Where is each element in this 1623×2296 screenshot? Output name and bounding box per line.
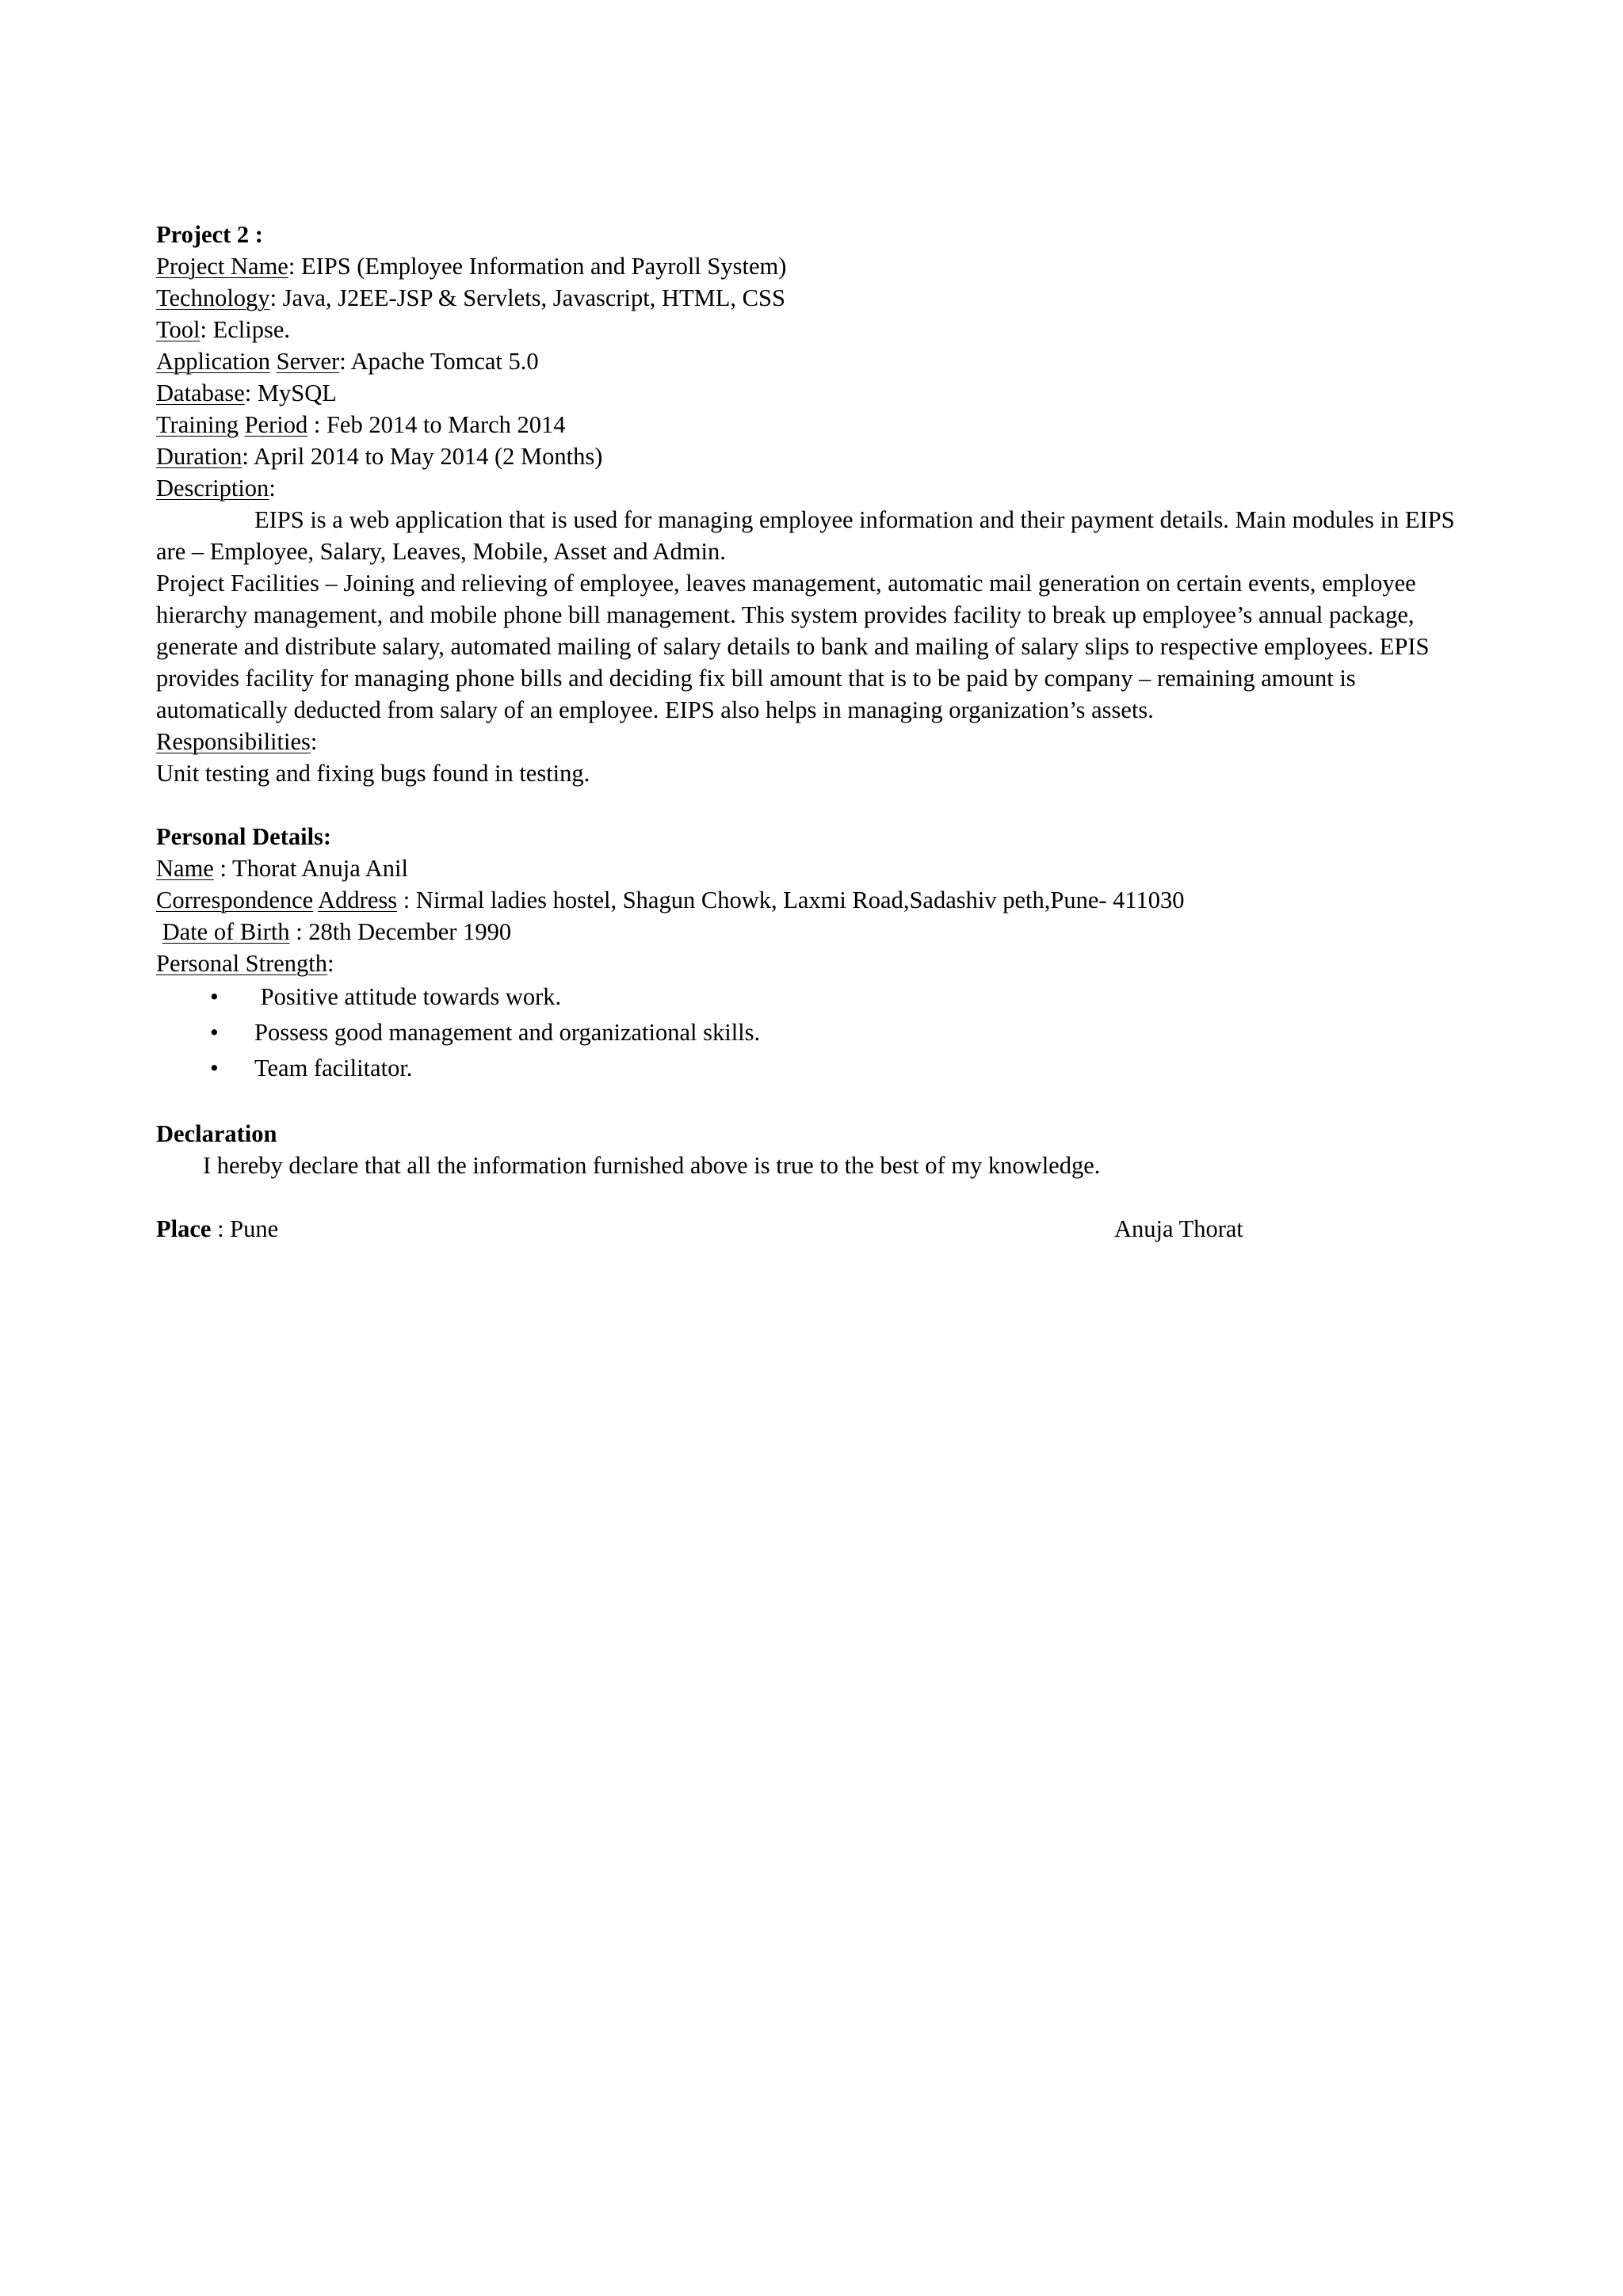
list-item	[156, 1015, 1487, 1051]
place-label: Place	[156, 1215, 212, 1242]
name-row	[156, 852, 1487, 884]
bullet-icon: •	[210, 1055, 219, 1081]
bullet-icon: •	[210, 1019, 219, 1046]
project-name-label: Project Name	[156, 253, 288, 280]
project-heading: Project 2 :	[156, 221, 263, 248]
address-label-2: Address	[318, 887, 398, 913]
dob-label: Date of Birth	[162, 918, 290, 945]
signature-name: Anuja Thorat	[1114, 1215, 1243, 1242]
description-label-row	[156, 472, 1487, 504]
training-label-2: Period	[244, 411, 308, 438]
tool-row	[156, 314, 1487, 345]
training-value: : Feb 2014 to March 2014	[307, 411, 566, 438]
resume-page	[156, 219, 1487, 1245]
place-value: : Pune	[211, 1215, 279, 1242]
declaration-heading: Declaration	[156, 1120, 277, 1147]
address-label-1: Correspondence	[156, 887, 314, 913]
declaration-text: I hereby declare that all the information furnished above is true to the best of my knowledge.	[203, 1152, 1101, 1179]
database-row	[156, 377, 1487, 409]
personal-strength-colon: :	[327, 950, 334, 977]
list-item	[156, 979, 1487, 1015]
tool-label: Tool	[156, 316, 200, 343]
name-label: Name	[156, 855, 214, 882]
place-row	[156, 1213, 1487, 1245]
tool-value: : Eclipse.	[200, 316, 290, 343]
app-server-row	[156, 345, 1487, 377]
personal-strength-label-row	[156, 948, 1487, 979]
description-label: Description	[156, 475, 269, 502]
technology-label: Technology	[156, 284, 270, 311]
list-item-text: Team facilitator.	[254, 1055, 413, 1081]
dob-value: : 28th December 1990	[289, 918, 512, 945]
app-server-label-2: Server	[276, 348, 340, 375]
name-value: : Thorat Anuja Anil	[213, 855, 408, 882]
technology-row	[156, 282, 1487, 314]
responsibilities-label-row	[156, 726, 1487, 757]
list-item-text: Positive attitude towards work.	[254, 983, 562, 1010]
list-item-text: Possess good management and organizational skills.	[254, 1019, 761, 1046]
list-item	[156, 1051, 1487, 1086]
technology-value: : Java, J2EE-JSP & Servlets, Javascript, HTML, CSS	[269, 284, 785, 311]
bullet-icon: •	[210, 983, 219, 1010]
personal-strength-list	[156, 979, 1487, 1086]
duration-label: Duration	[156, 443, 242, 470]
database-value: : MySQL	[244, 379, 337, 406]
address-row	[156, 884, 1487, 916]
description-paragraph-2: Project Facilities – Joining and relieving of employee, leaves management, automatic mail generation on certain events, employee hierarchy management, and mobile phone bill management. This system provides facility to break up employee’s annual package, generate and distribute salary, automated mailing of salary details to bank and mailing of salary slips to respective employees. EPIS provides facility for managing phone bills and deciding fix bill amount that is to be paid by company – remaining amount is automatically deducted from salary of an employee. EIPS also helps in managing organization’s assets.	[156, 570, 1430, 723]
duration-value: : April 2014 to May 2014 (2 Months)	[242, 443, 603, 470]
responsibilities-label: Responsibilities	[156, 728, 311, 755]
dob-row	[156, 916, 1487, 948]
address-value: : Nirmal ladies hostel, Shagun Chowk, Laxmi Road,Sadashiv peth,Pune- 411030	[397, 887, 1185, 913]
personal-details-heading: Personal Details:	[156, 823, 332, 850]
app-server-value: : Apache Tomcat 5.0	[339, 348, 539, 375]
project-name-value: : EIPS (Employee Information and Payroll System)	[288, 253, 787, 280]
personal-strength-label: Personal Strength	[156, 950, 328, 977]
spacer	[156, 789, 1487, 821]
responsibilities-text: Unit testing and fixing bugs found in testing.	[156, 760, 590, 787]
spacer	[156, 1086, 1487, 1118]
app-server-label-1: Application	[156, 348, 270, 375]
description-colon: :	[269, 475, 276, 502]
responsibilities-colon: :	[310, 728, 318, 755]
spacer	[156, 1181, 1487, 1213]
training-row	[156, 409, 1487, 441]
description-paragraph-1: EIPS is a web application that is used for managing employee information and their payment details. Main modules in EIPS are – Employee, Salary, Leaves, Mobile, Asset and Admin.	[156, 506, 1455, 565]
database-label: Database	[156, 379, 245, 406]
duration-row	[156, 441, 1487, 472]
place-signature-row	[156, 1213, 1487, 1245]
project-name-row	[156, 250, 1487, 282]
training-label-1: Training	[156, 411, 239, 438]
